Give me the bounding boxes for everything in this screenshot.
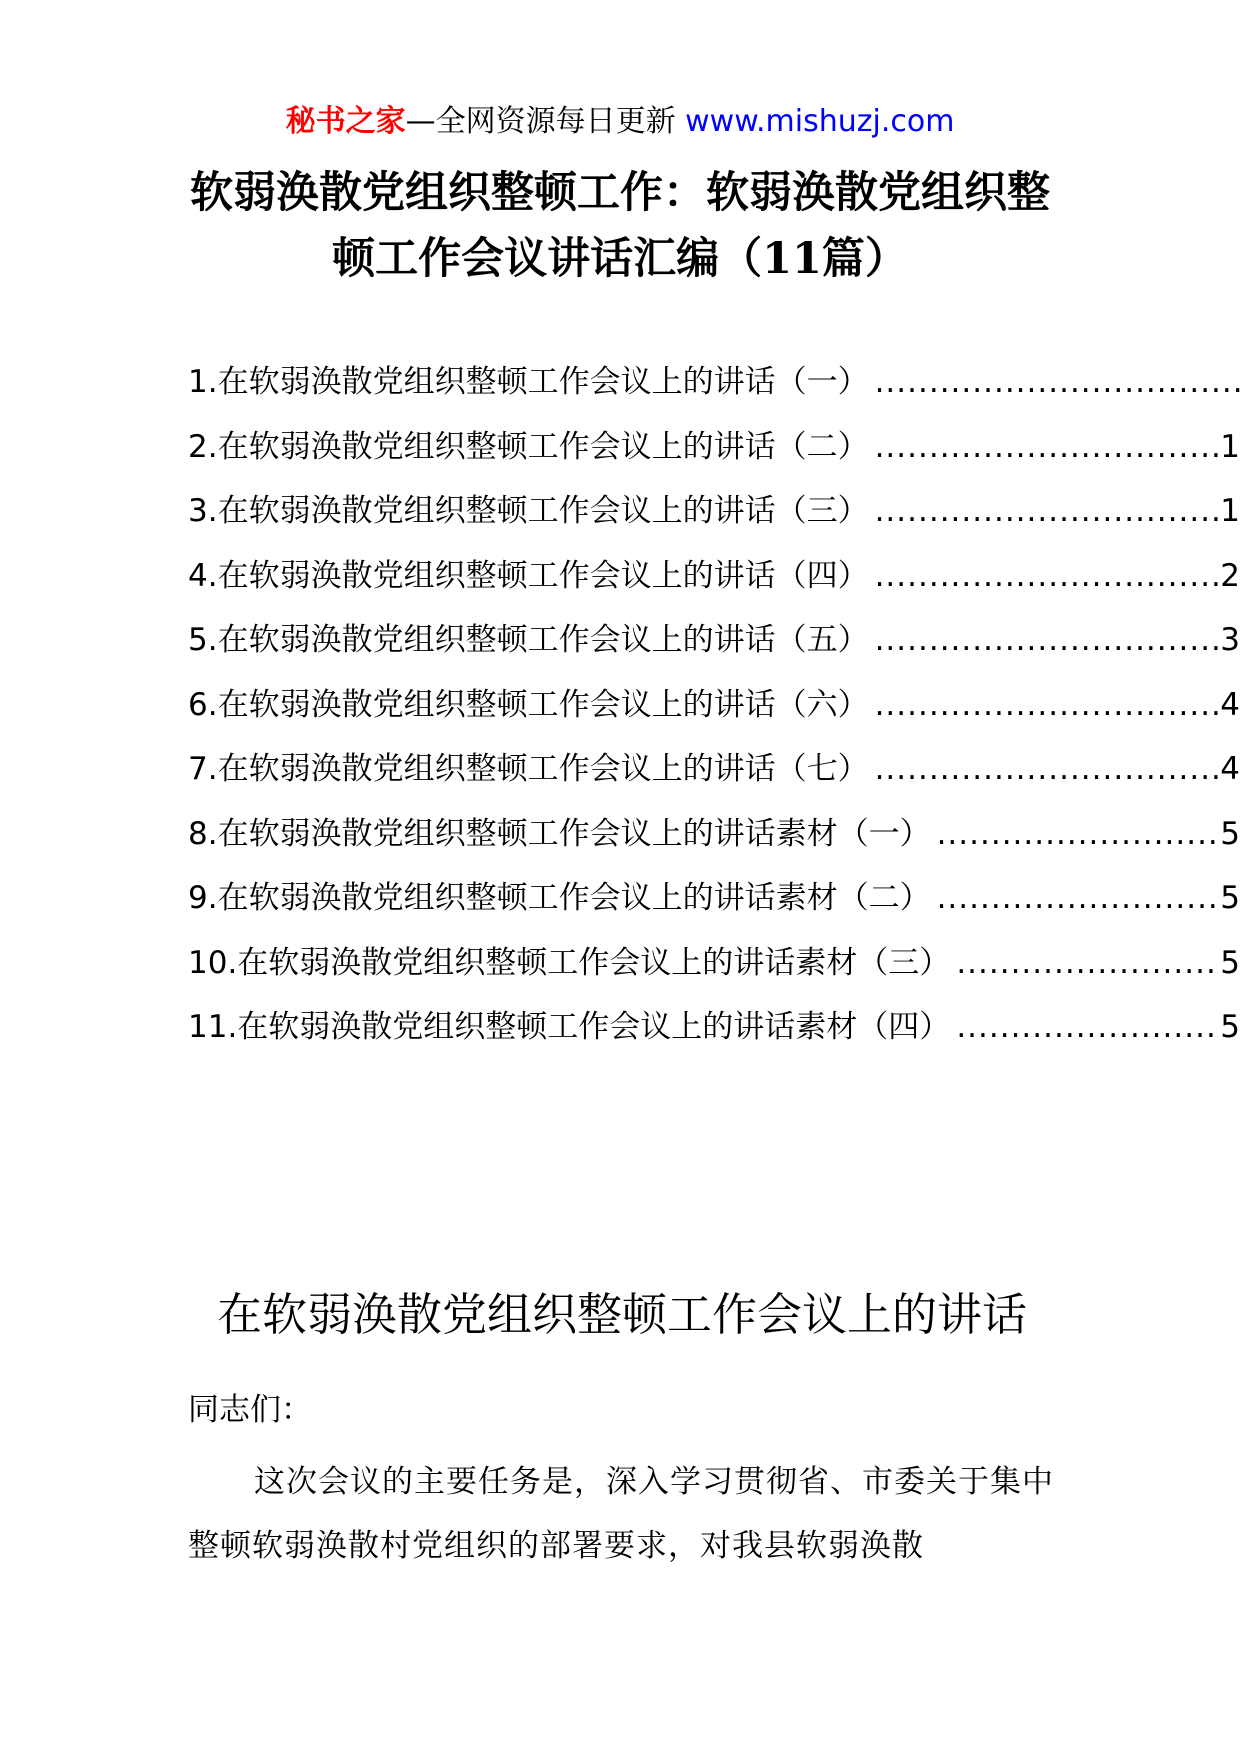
toc-page-number: 1 (1220, 428, 1240, 465)
toc-leader (875, 357, 1240, 407)
toc-entry[interactable] (188, 938, 1240, 1003)
toc-entry[interactable] (188, 873, 1240, 938)
toc-entry[interactable] (188, 486, 1240, 551)
toc-entry[interactable] (188, 357, 1240, 422)
toc-page-number: 2 (1220, 557, 1240, 594)
toc-page-number: 3 (1220, 622, 1240, 658)
toc-entry[interactable] (188, 744, 1240, 809)
header-slogan: —全网资源每日更新 (405, 104, 686, 139)
toc-leader (956, 938, 1220, 988)
body-paragraph: 这次会议的主要任务是，深入学习贯彻省、市委关于集中整顿软弱涣散村党组织的部署要求，对我县软弱涣散 (188, 1464, 1054, 1564)
brand-name: 秘书之家 (285, 104, 406, 139)
toc-leader (875, 615, 1221, 665)
toc-page-number: 5 (1220, 944, 1240, 981)
toc-entry-text: 11.在软弱涣散党组织整顿工作会议上的讲话素材（四） (188, 1009, 951, 1045)
toc-entry[interactable] (188, 809, 1240, 874)
header-banner (0, 100, 1240, 144)
toc-entry-text: 10.在软弱涣散党组织整顿工作会议上的讲话素材（三） (188, 944, 951, 981)
greeting: 同志们： (188, 1392, 312, 1428)
toc-leader (937, 809, 1221, 859)
toc-page-number: 5 (1220, 880, 1240, 916)
toc-entry[interactable] (188, 1002, 1240, 1067)
toc-leader (875, 680, 1221, 730)
toc-entry-text: 9.在软弱涣散党组织整顿工作会议上的讲话素材（二） (188, 880, 931, 916)
toc-entry-text: 3.在软弱涣散党组织整顿工作会议上的讲话（三） (188, 493, 869, 529)
toc-entry[interactable] (188, 615, 1240, 680)
toc-entry-text: 7.在软弱涣散党组织整顿工作会议上的讲话（七） (188, 751, 869, 787)
toc-leader (875, 422, 1221, 472)
toc-entry[interactable] (188, 680, 1240, 745)
toc-entry-text: 1.在软弱涣散党组织整顿工作会议上的讲话（一） (188, 364, 869, 400)
toc-page-number: 1 (1220, 493, 1240, 529)
toc-leader (875, 551, 1221, 601)
toc-entry-text: 8.在软弱涣散党组织整顿工作会议上的讲话素材（一） (188, 815, 931, 852)
section-title: 在软弱涣散党组织整顿工作会议上的讲话 (216, 1288, 1027, 1341)
toc-leader (875, 486, 1221, 536)
toc-leader (956, 1002, 1220, 1052)
document-title: 软弱涣散党组织整顿工作：软弱涣散党组织整顿工作会议讲话汇编（11篇） (190, 168, 1050, 284)
website-link[interactable]: www.mishuzj.com (685, 104, 955, 139)
toc-leader (875, 744, 1221, 794)
table-of-contents (188, 357, 1240, 1067)
toc-page-number: 5 (1220, 815, 1240, 852)
toc-entry-text: 6.在软弱涣散党组织整顿工作会议上的讲话（六） (188, 686, 869, 723)
toc-entry[interactable] (188, 551, 1240, 616)
toc-entry-text: 2.在软弱涣散党组织整顿工作会议上的讲话（二） (188, 428, 869, 465)
toc-page-number: 4 (1220, 751, 1240, 787)
toc-entry-text: 4.在软弱涣散党组织整顿工作会议上的讲话（四） (188, 557, 869, 594)
toc-leader (937, 873, 1221, 923)
toc-entry-text: 5.在软弱涣散党组织整顿工作会议上的讲话（五） (188, 622, 869, 658)
toc-page-number: 4 (1220, 686, 1240, 723)
toc-entry[interactable] (188, 422, 1240, 487)
toc-page-number: 5 (1220, 1009, 1240, 1045)
